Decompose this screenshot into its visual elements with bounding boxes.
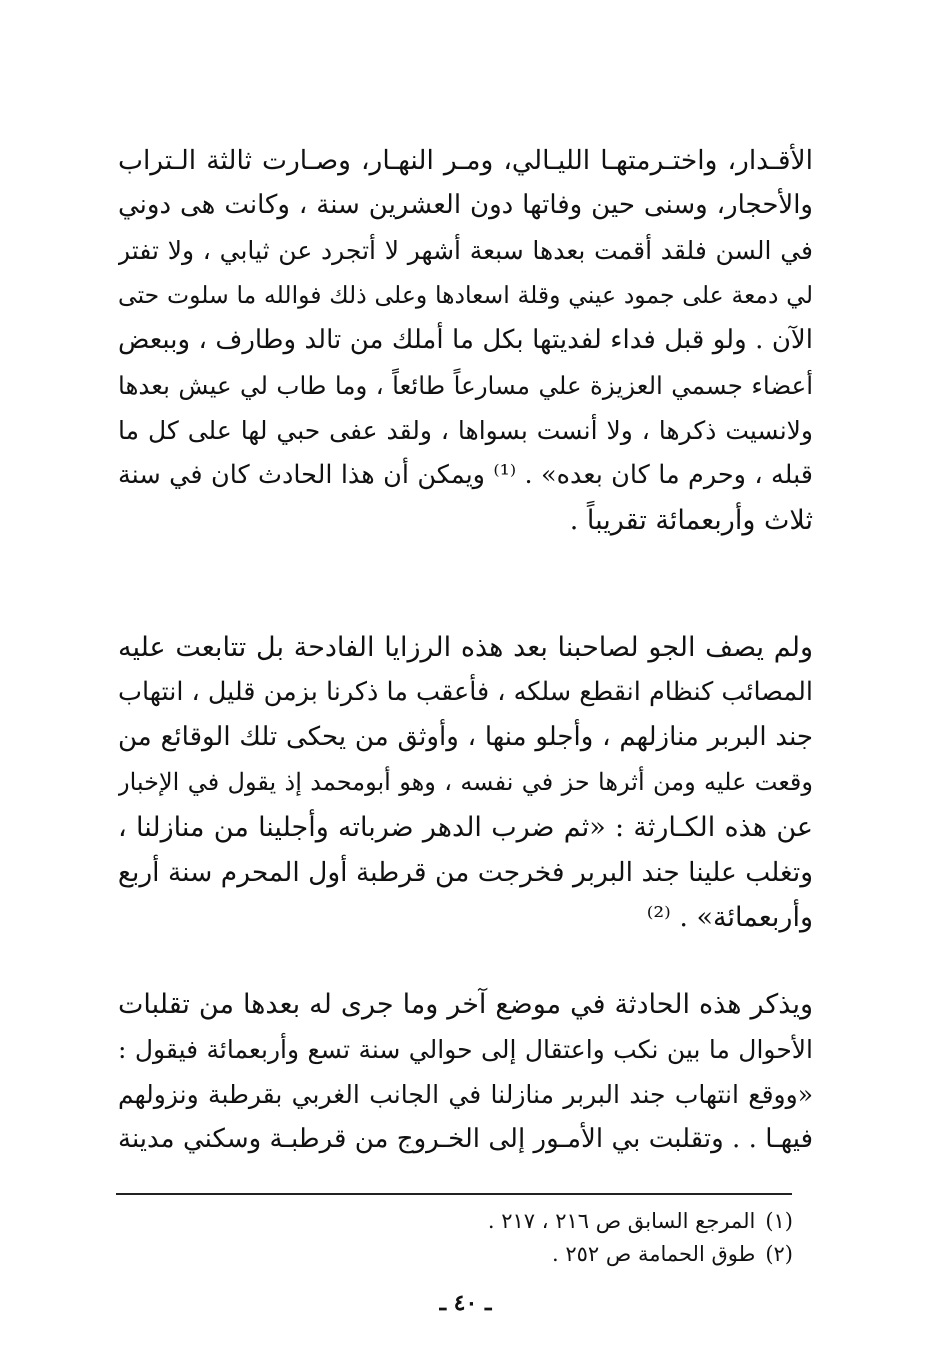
text-line: قبله ، وحرم ما كان بعده» . ⁽¹⁾ ويمكن أن هذا الحادث كان في سنة [118, 460, 813, 490]
text-line: وأربعمائة» . ⁽²⁾ [646, 902, 813, 933]
footnote-divider [116, 1193, 792, 1195]
text-line: ولانسيت ذكرها ، ولا أنست بسواها ، ولقد عفى حبي لها على كل ما [118, 416, 813, 445]
text-line: جند البربر منازلهم ، وأجلو منها ، وأوثق من يحكى تلك الوقائع من [118, 722, 813, 752]
footnote-2 [193, 1238, 793, 1271]
footnote-text: طوق الحمامة ص ٢٥٢ . [552, 1242, 756, 1266]
paragraph-3 [118, 982, 813, 1162]
paragraph-2 [118, 625, 813, 940]
text-line: المصائب كنظام انقطع سلكه ، فأعقب ما ذكرنا بزمن قليل ، انتهاب [118, 677, 813, 707]
text-line: الآن . ولو قبل فداء لفديتها بكل ما أملك من تالد وطارف ، وببعض [118, 325, 813, 355]
text-line: عن هذه الكـارثة : «ثم ضرب الدهر ضرباته وأجلينا من منازلنا ، [118, 812, 813, 843]
footnote-text: المرجع السابق ص ٢١٦ ، ٢١٧ . [487, 1209, 756, 1233]
footnote-marker: (٢) [765, 1242, 793, 1266]
text-line: «ووقع انتهاب جند البربر منازلنا في الجانب الغربي بقرطبة ونزولهم [118, 1080, 813, 1109]
paragraph-1 [118, 138, 813, 543]
text-line: ثلاث وأربعمائة تقريباً . [569, 505, 813, 536]
text-line: فيهـا . . وتقلبت بي الأمـور إلى الخـروج من قرطبـة وسكني مدينة [118, 1124, 813, 1154]
text-line: ويذكر هذه الحادثة في موضع آخر وما جرى له بعدها من تقلبات [118, 989, 813, 1020]
page-number: ـ ٤٠ ـ [439, 1290, 492, 1316]
footnote-marker: (١) [765, 1209, 793, 1233]
text-line: وتغلب علينا جند البربر فخرجت من قرطبة أول المحرم سنة أربع [118, 857, 813, 888]
footnotes [193, 1205, 793, 1271]
text-line: لي دمعة على جمود عيني وقلة اسعادها وعلى ذلك فوالله ما سلوت حتى [118, 281, 813, 309]
text-line: الأحوال ما بين نكب واعتقال إلى حوالي سنة تسع وأربعمائة فيقول : [118, 1035, 813, 1064]
text-line: في السن فلقد أقمت بعدها سبعة أشهر لا أتجرد عن ثيابي ، ولا تفتر [118, 236, 813, 265]
text-line: وقعت عليه ومن أثرها حز في نفسه ، وهو أبومحمد إذ يقول في الإخبار [118, 768, 813, 796]
text-line: أعضاء جسمي العزيزة علي مسارعاً طائعاً ، وما طاب لي عيش بعدها [118, 371, 813, 400]
text-line: والأحجار، وسنى حين وفاتها دون العشرين سنة ، وكانت هى دوني [118, 190, 813, 220]
text-line: ولم يصف الجو لصاحبنا بعد هذه الرزايا الفادحة بل تتابعت عليه [118, 632, 813, 663]
footnote-1 [193, 1205, 793, 1238]
text-line: الأقـدار، واختـرمتهـا الليـالي، ومـر النهـار، وصـارت ثالثة الـتراب [118, 145, 813, 176]
